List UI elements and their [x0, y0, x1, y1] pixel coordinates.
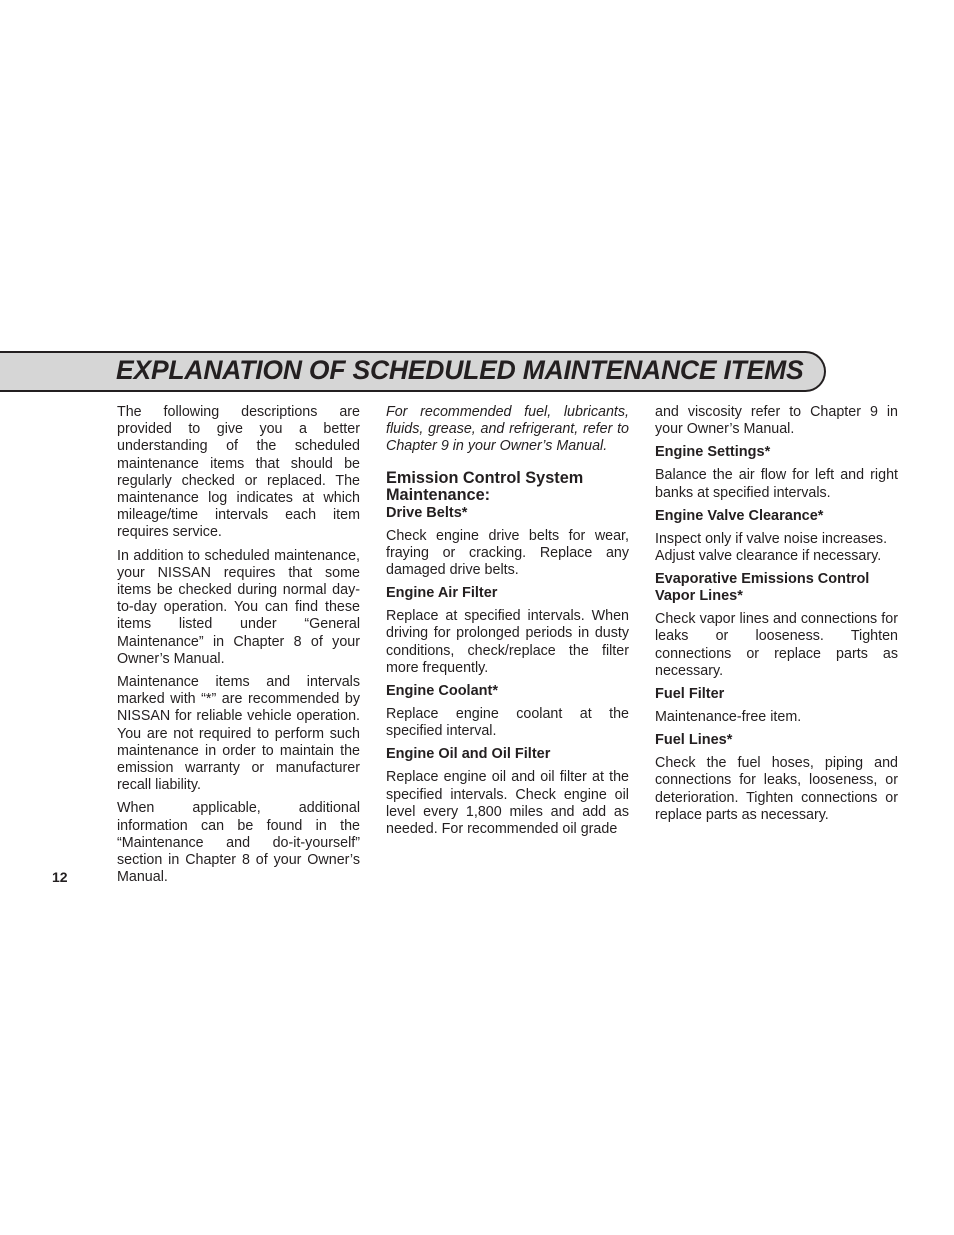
- text-drive-belts: Check engine drive belts for wear, fraying or cracking. Replace any damaged drive belts.: [386, 527, 629, 579]
- heading-evap-lines: Evaporative Emissions Control Vapor Lines*: [655, 571, 870, 605]
- paragraph-asterisk-items: Maintenance items and intervals marked with “*” are recommended by NISSAN for reliable vehicle operation. You are not required to perform such maintenance in order to maintain the emission warranty or manufacturer recall liability.: [117, 674, 360, 794]
- column-middle: [386, 404, 629, 844]
- paragraph-daily-checks: In addition to scheduled maintenance, your NISSAN requires that some items be checked during normal day-to-day operation. You can find these items listed under “General Maintenance” in Chapter 8 of your Owner’s Manual.: [117, 547, 360, 667]
- text-oil-continued: and viscosity refer to Chapter 9 in your Owner’s Manual.: [655, 404, 898, 438]
- text-valve-clearance: Inspect only if valve noise increases. Adjust valve clearance if necessary.: [655, 530, 888, 565]
- paragraph-intro: The following descriptions are provided to give you a better understanding of the scheduled maintenance items that should be regularly checked or replaced. The maintenance log indicates at which mileage/time intervals each item requires service.: [117, 404, 360, 541]
- heading-engine-coolant: Engine Coolant*: [386, 683, 498, 700]
- column-left: [117, 404, 360, 892]
- text-fuel-filter: Maintenance-free item.: [655, 709, 802, 726]
- paragraph-additional-info: When applicable, additional information can be found in the “Maintenance and do-it-yourself” section in Chapter 8 of your Owner’s Manual.: [117, 800, 360, 886]
- section-heading-emission: Emission Control System Maintenance:: [386, 468, 584, 504]
- text-engine-air-filter: Replace at specified intervals. When driving for prolonged periods in dusty conditions, check/replace the filter more frequently.: [386, 608, 629, 676]
- heading-engine-oil: Engine Oil and Oil Filter: [386, 746, 551, 763]
- heading-valve-clearance: Engine Valve Clearance*: [655, 507, 824, 524]
- text-evap-lines: Check vapor lines and connections for leaks or looseness. Tighten connections or replace parts as necessary.: [655, 611, 898, 679]
- heading-drive-belts: Drive Belts*: [386, 504, 468, 521]
- text-engine-settings: Balance the air flow for left and right banks at specified intervals.: [655, 467, 898, 501]
- heading-engine-air-filter: Engine Air Filter: [386, 585, 498, 602]
- text-fuel-lines: Check the fuel hoses, piping and connections for leaks, looseness, or deterioration. Tighten connections or replace parts as necessary.: [655, 755, 898, 823]
- page-number: 12: [52, 869, 68, 885]
- heading-fuel-lines: Fuel Lines*: [655, 732, 733, 749]
- heading-engine-settings: Engine Settings*: [655, 444, 771, 461]
- heading-fuel-filter: Fuel Filter: [655, 686, 725, 703]
- column-right: [655, 404, 898, 830]
- text-engine-coolant: Replace engine coolant at the specified interval.: [386, 706, 629, 740]
- fluids-note: For recommended fuel, lubricants, fluids, grease, and refrigerant, refer to Chapter 9 in your Owner’s Manual.: [386, 404, 629, 455]
- text-engine-oil: Replace engine oil and oil filter at the specified intervals. Check engine oil level every 1,800 miles and add as needed. For recommended oil grade: [386, 769, 629, 838]
- page-title: EXPLANATION OF SCHEDULED MAINTENANCE ITEMS: [116, 355, 804, 385]
